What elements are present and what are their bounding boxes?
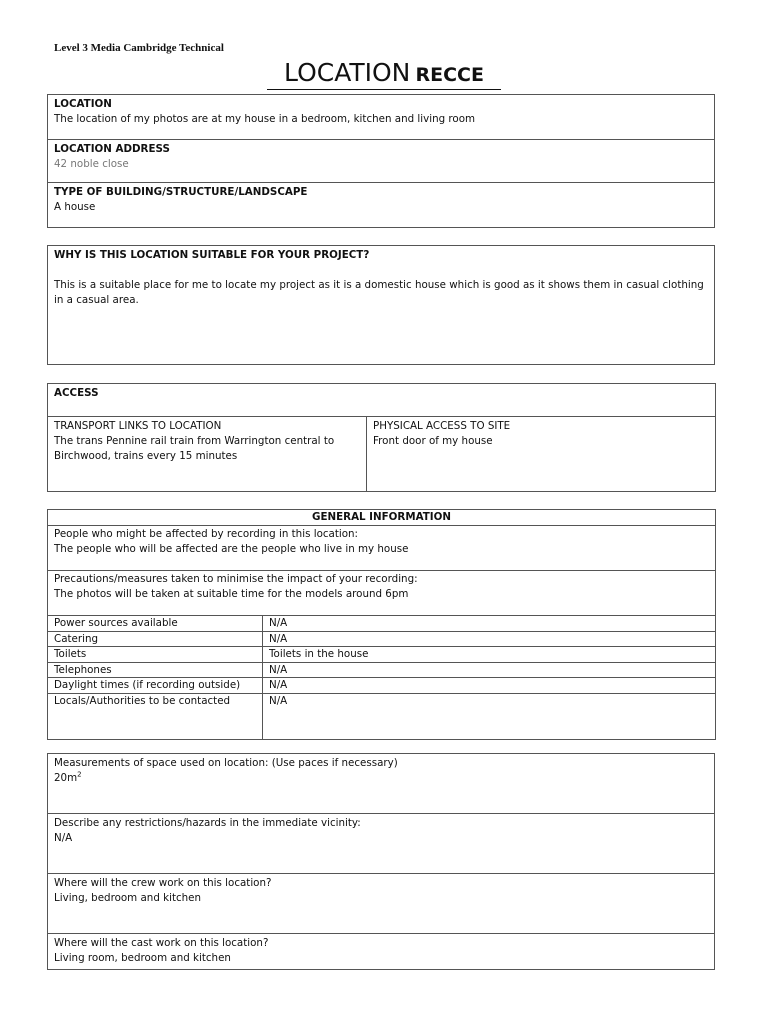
location-cell: [48, 95, 715, 140]
info-row-value: N/A: [263, 631, 716, 647]
cast-value: Living room, bedroom and kitchen: [54, 952, 231, 964]
address-value: 42 noble close: [54, 158, 129, 170]
affected-label: People who might be affected by recording in this location:: [54, 528, 359, 540]
precautions-cell: [48, 571, 716, 616]
measurements-value-line: [54, 771, 708, 786]
restrictions-label: Describe any restrictions/hazards in the immediate vicinity:: [54, 817, 361, 829]
precautions-value: The photos will be taken at suitable time for the models around 6pm: [54, 587, 409, 600]
info-row-value: N/A: [263, 662, 716, 678]
location-label: LOCATION: [54, 98, 112, 110]
info-row-value: Toilets in the house: [263, 647, 716, 663]
cast-cell: [48, 934, 715, 970]
location-value: The location of my photos are at my house in a bedroom, kitchen and living room: [54, 113, 476, 125]
info-row-value: N/A: [263, 693, 716, 739]
transport-cell: [48, 417, 367, 492]
info-row-label: Power sources available: [48, 616, 263, 632]
affected-cell: [48, 526, 716, 571]
info-row-value: N/A: [263, 678, 716, 694]
crew-label: Where will the crew work on this location?: [54, 877, 272, 889]
cast-label: Where will the cast work on this location?: [54, 937, 269, 949]
physical-access-cell: [367, 417, 716, 492]
restrictions-value: N/A: [54, 832, 73, 844]
address-cell: [48, 140, 715, 183]
space-and-crew-table: [47, 753, 715, 970]
measurements-unit-superscript: 2: [77, 770, 82, 779]
building-type-value: A house: [54, 201, 96, 213]
page-title: [0, 58, 768, 87]
measurements-value: 20m: [54, 772, 78, 784]
suitability-cell: [48, 246, 715, 365]
address-label: LOCATION ADDRESS: [54, 143, 170, 155]
info-row-label: Telephones: [48, 662, 263, 678]
general-heading-cell: [48, 510, 716, 526]
physical-access-value: Front door of my house: [373, 435, 493, 447]
access-table: [47, 383, 716, 492]
general-information-table: [47, 509, 716, 740]
info-row-label: Toilets: [48, 647, 263, 663]
title-location: LOCATION: [284, 58, 411, 87]
measurements-cell: [48, 754, 715, 814]
access-label: ACCESS: [54, 387, 99, 399]
title-underline: [267, 89, 501, 90]
suitability-question: WHY IS THIS LOCATION SUITABLE FOR YOUR PROJECT?: [54, 249, 370, 261]
crew-value: Living, bedroom and kitchen: [54, 892, 202, 904]
crew-cell: [48, 874, 715, 934]
transport-value: The trans Pennine rail train from Warrington central to Birchwood, trains every 15 minutes: [54, 435, 335, 462]
info-row-label: Catering: [48, 631, 263, 647]
affected-value: The people who will be affected are the people who live in my house: [54, 542, 409, 555]
restrictions-cell: [48, 814, 715, 874]
location-details-table: [47, 94, 715, 228]
precautions-label: Precautions/measures taken to minimise the impact of your recording:: [54, 573, 418, 585]
suitability-table: [47, 245, 715, 365]
measurements-label: Measurements of space used on location: (Use paces if necessary): [54, 757, 398, 769]
transport-label: TRANSPORT LINKS TO LOCATION: [54, 420, 222, 432]
info-row-label: Locals/Authorities to be contacted: [48, 693, 263, 739]
building-type-cell: [48, 183, 715, 228]
title-recce: RECCE: [415, 64, 484, 86]
suitability-answer: This is a suitable place for me to locate my project as it is a domestic house which is good as it shows them in casual clothing in a casual area.: [54, 279, 704, 306]
building-type-label: TYPE OF BUILDING/STRUCTURE/LANDSCAPE: [54, 186, 308, 198]
general-heading: GENERAL INFORMATION: [312, 511, 451, 523]
info-row-label: Daylight times (if recording outside): [48, 678, 263, 694]
info-row-value: N/A: [263, 616, 716, 632]
physical-access-label: PHYSICAL ACCESS TO SITE: [373, 420, 511, 432]
course-header: Level 3 Media Cambridge Technical: [54, 42, 224, 54]
access-header-cell: [48, 384, 716, 417]
